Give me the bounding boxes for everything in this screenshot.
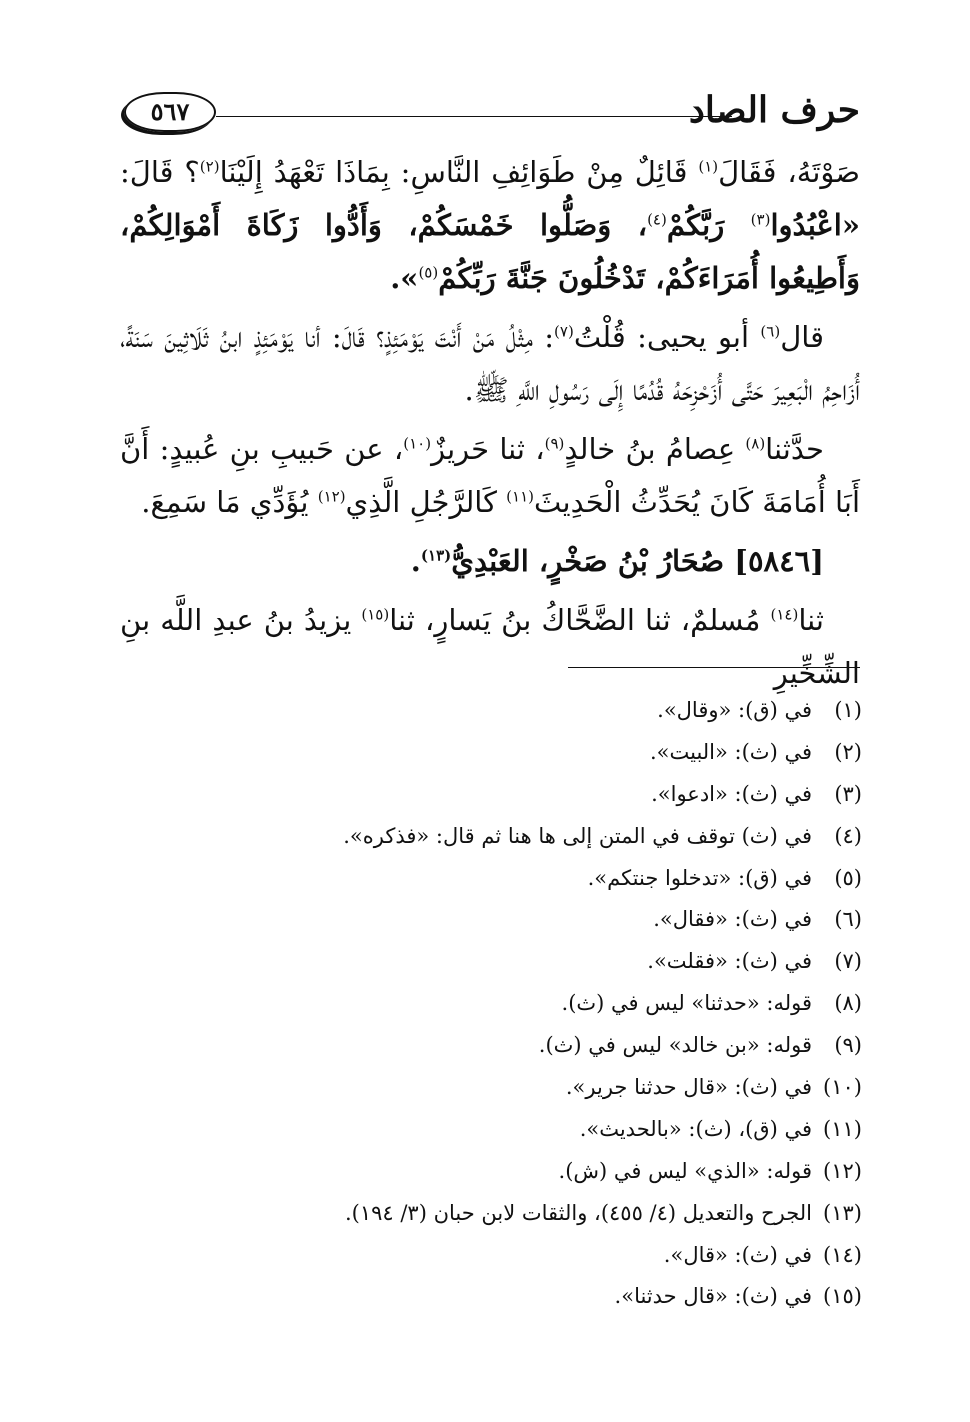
footnote-item: [200, 774, 862, 816]
text-run: ؟ قَالَ:: [120, 155, 200, 189]
paragraph-2: [120, 311, 860, 417]
footnote-item: [200, 1025, 862, 1067]
footnote-number: (٧): [834, 949, 862, 974]
footnote-ref: (٧): [554, 322, 574, 341]
footnote-ref: (١): [698, 157, 719, 176]
footnote-number: (٤): [834, 823, 862, 848]
footnote-item: [200, 899, 862, 941]
footnote-number: (١٤): [823, 1242, 862, 1267]
footnote-ref: (٥): [418, 263, 439, 282]
text-run: قال: [780, 320, 824, 354]
footnote-item: [200, 1193, 862, 1235]
text-run-bold: رَبَّكُمْ: [666, 208, 751, 242]
footnote-item: [200, 858, 862, 900]
text-run-bold: ، وَصَلُّوا خَمْسَكُمْ، وَأَدُّوا زَكَاةَ أَمْوَالِكُمْ، وَأَطِيعُوا أُمَرَاءَكُمْ، تَدْخُلُونَ جَنَّةَ رَبِّكُمْ: [120, 208, 860, 295]
footnote-text: في (ق): «تدخلوا جنتكم».: [587, 865, 812, 890]
footnote-ref: (٣): [750, 210, 771, 229]
text-run: صَوْتَهُ، فَقَالَ: [718, 155, 860, 189]
text-run-bold: «اعْبُدُوا: [770, 208, 860, 242]
text-run: ثنا: [798, 603, 824, 637]
text-run: ، ثنا حَريزٌ: [431, 432, 545, 466]
footnote-text: الجرح والتعديل (٤/ ٤٥٥)، والثقات لابن حبان (٣/ ١٩٤).: [344, 1200, 812, 1225]
footnote-text: في (ث): «فقلت».: [647, 949, 812, 974]
footnote-ref: (١٠): [403, 434, 432, 453]
main-text: [120, 146, 860, 706]
footnote-item: [200, 816, 862, 858]
footnote-number: (١٢): [823, 1158, 862, 1183]
text-run: أبو يحيى: قُلْتُ: [573, 320, 761, 354]
text-run: ، عن حَبيبِ بنِ عُبيدٍ: أَنَّ أَبَا أُمَامَةَ كَانَ يُحَدِّثُ الْحَدِيثَ: [120, 432, 860, 519]
footnote-item: [200, 1276, 862, 1318]
text-run: يزيدُ بنُ عبدِ اللَّه بنِ الشِّخِّيرِ: [120, 603, 860, 690]
footnote-text: في (ث): «قال».: [663, 1242, 812, 1267]
entry-heading: [120, 535, 860, 588]
footnote-ref: (١٣): [420, 546, 452, 565]
footnote-ref: (١٤): [770, 605, 799, 624]
paragraph-3: [120, 423, 860, 529]
footnote-text: قوله: «حدثنا» ليس في (ث).: [561, 991, 812, 1016]
footnote-text: في (ث): «فقال».: [653, 907, 812, 932]
page-number: ٥٦٧: [124, 92, 216, 132]
footnote-number: (٥): [834, 865, 862, 890]
text-run-bold: [٥٨٤٦] صُحَارُ بْنُ صَخْرٍ، العَبْدِيُّ: [451, 544, 824, 578]
footnote-ref: (١١): [506, 487, 535, 506]
footnote-text: في (ق)، (ث): «بالحديث».: [579, 1116, 812, 1141]
footnote-number: (١١): [823, 1116, 862, 1141]
footnote-item: [200, 690, 862, 732]
footnote-text: في (ث) توقف في المتن إلى ها هنا ثم قال: «فذكره».: [343, 823, 812, 848]
footnote-ref: (٨): [745, 434, 766, 453]
footnote-item: [200, 1109, 862, 1151]
footnote-text: في (ث): «البيت».: [649, 739, 812, 764]
text-run-bold: ».: [390, 261, 419, 295]
footnote-ref: (١٥): [361, 605, 390, 624]
text-run: كَالرَّجُلِ الَّذِي: [345, 485, 507, 519]
footnote-number: (٣): [834, 781, 862, 806]
footnote-text: في (ث): «ادعوا».: [651, 781, 812, 806]
footnote-text: قوله: «بن خالد» ليس في (ث).: [538, 1033, 812, 1058]
footnote-text: قوله: «الذي» ليس في (ش).: [558, 1158, 812, 1183]
footnote-number: (٦): [834, 907, 862, 932]
text-run: قَائِلٌ مِنْ طَوَائِفِ النَّاسِ: بِمَاذَا تَعْهَدُ إِلَيْنَا: [219, 155, 699, 189]
footnote-item: [200, 732, 862, 774]
footnote-number: (٩): [834, 1033, 862, 1058]
footnote-number: (١٥): [823, 1284, 862, 1309]
footnote-item: [200, 1067, 862, 1109]
chapter-title: حرف الصاد: [688, 89, 860, 131]
text-run: عِصامُ بنُ خالدٍ: [564, 432, 746, 466]
page-header: [118, 88, 860, 138]
header-rule: [216, 116, 732, 117]
footnote-item: [200, 1151, 862, 1193]
footnote-number: (١٣): [823, 1200, 862, 1225]
footnote-number: (١): [834, 698, 862, 722]
footnote-number: (١٠): [823, 1075, 862, 1100]
footnote-number: (٨): [834, 991, 862, 1016]
footnote-separator: [568, 667, 860, 668]
footnote-ref: (٤): [647, 210, 667, 229]
text-run: : مِثْلُ مَنْ أَنْتَ يَوْمَئِذٍ؟ قَالَ: أنا يَوْمَئِذٍ ابنُ ثَلَاثِينَ سَنَةً، أُزَاحِمُ الْبَعِيرَ حَتَّى أُزَحْزِحَهُ قُدُمًا إِلَى رَسُولِ اللَّهِ ﷺ.: [120, 320, 860, 407]
text-run: يُؤَدِّي مَا سَمِعَ.: [141, 485, 318, 519]
footnote-ref: (٩): [544, 434, 565, 453]
footnote-number: (٢): [834, 739, 862, 764]
footnotes-list: [200, 690, 862, 1318]
footnote-text: في (ق): «وقال».: [657, 698, 812, 722]
text-run: حدَّثنا: [765, 432, 824, 466]
text-run: .: [410, 544, 421, 578]
footnote-text: في (ث): «قال حدثنا».: [614, 1284, 812, 1309]
footnote-ref: (٦): [760, 322, 781, 341]
footnote-text: في (ث): «قال حدثنا جرير».: [565, 1075, 812, 1100]
text-run: مُسلمٌ، ثنا الضَّحَّاكُ بنُ يَسارٍ، ثنا: [389, 603, 771, 637]
footnote-item: [200, 983, 862, 1025]
footnote-item: [200, 941, 862, 983]
paragraph-1: [120, 146, 860, 305]
footnote-item: [200, 1235, 862, 1277]
footnote-ref: (٢): [199, 157, 220, 176]
paragraph-4: [120, 594, 860, 700]
footnote-ref: (١٢): [317, 487, 346, 506]
